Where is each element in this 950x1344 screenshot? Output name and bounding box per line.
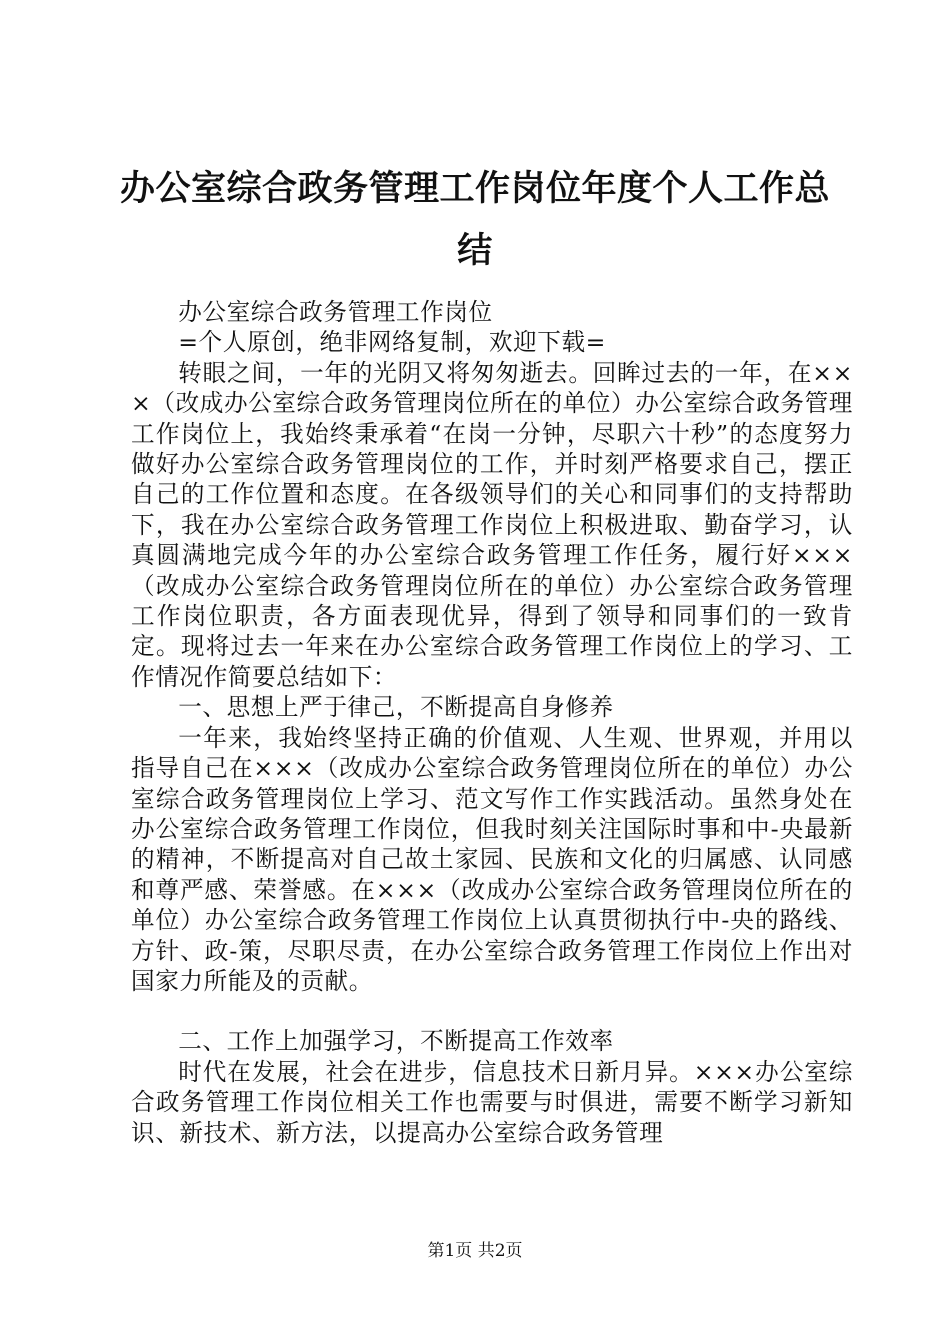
document-title: 办公室综合政务管理工作岗位年度个人工作总结 <box>120 169 831 271</box>
section-2-paragraph: 时代在发展，社会在进步，信息技术日新月异。×××办公室综合政务管理工作岗位相关工作也需要与时俱进，需要不断学习新知识、新技术、新方法，以提高办公室综合政务管理 <box>131 1057 853 1147</box>
intro-paragraph: 转眼之间，一年的光阴又将匆匆逝去。回眸过去的一年，在×××（改成办公室综合政务管理岗位所在的单位）办公室综合政务管理工作岗位上，我始终秉承着“在岗一分钟，尽职六十秒”的态度努力做好办公室综合政务管理岗位的工作，并时刻严格要求自己，摆正自己的工作位置和态度。在各级领导们的关心和同事们的支持帮助下，我在办公室综合政务管理工作岗位上积极进取、勤奋学习，认真圆满地完成今年的办公室综合政务管理工作任务，履行好×××（改成办公室综合政务管理岗位所在的单位）办公室综合政务管理工作岗位职责，各方面表现优异，得到了领导和同事们的一致肯定。现将过去一年来在办公室综合政务管理工作岗位上的学习、工作情况作简要总结如下： <box>131 358 853 691</box>
page-footer: 第1页 共2页 <box>427 1241 523 1261</box>
document-body <box>131 297 853 1148</box>
section-heading-1: 一、思想上严于律己，不断提高自身修养 <box>178 693 614 722</box>
notice-paragraph: =个人原创，绝非网络复制，欢迎下载= <box>178 328 607 357</box>
section-heading-2: 二、工作上加强学习，不断提高工作效率 <box>178 1027 614 1056</box>
subtitle-paragraph: 办公室综合政务管理工作岗位 <box>178 298 493 326</box>
section-1-paragraph: 一年来，我始终坚持正确的价值观、人生观、世界观，并用以指导自己在×××（改成办公室综合政务管理岗位所在的单位）办公室综合政务管理岗位上学习、范文写作工作实践活动。虽然身处在办公室综合政务管理工作岗位，但我时刻关注国际时事和中-央最新的精神，不断提高对自己故土家园、民族和文化的归属感、认同感和尊严感、荣誉感。在×××（改成办公室综合政务管理岗位所在的单位）办公室综合政务管理工作岗位上认真贯彻执行中-央的路线、方针、政-策，尽职尽责，在办公室综合政务管理工作岗位上作出对国家力所能及的贡献。 <box>131 723 853 995</box>
